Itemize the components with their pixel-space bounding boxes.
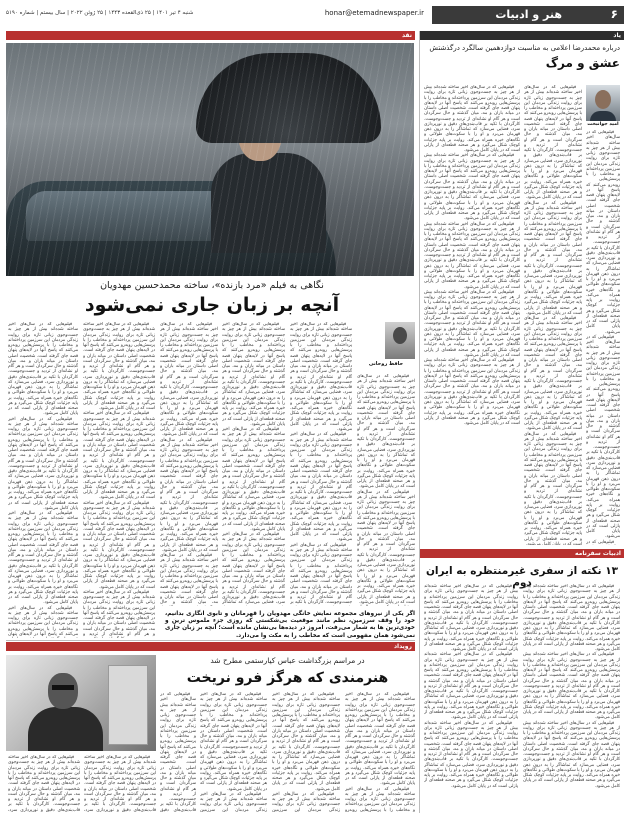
- issue-info: شنبه ۴ تیر ۱۴۰۱ | ۲۵ ذی‌القعده ۱۴۴۳ | ۲۵ ژوئن ۲۰۲۲ | سال بیستم | شماره ۵۱۹۰: [6, 10, 194, 16]
- main-author-head-shape: [393, 327, 407, 344]
- yad-body-column: فیلم‌هایی که در سال‌های اخیر ساخته شده‌اند بیش از هر چیز به جست‌وجوی زبانی تازه برای روایت زندگی مردمان این سرزمین پرداخته‌اند و مخاطب را با پرسش‌هایی روبه‌رو می‌کنند که پاسخ آنها در لایه‌های پنهان قصه جای گرفته است. شخصیت اصلی داستان در میانه باران و مه، میان گذشته و حال سرگردان است و هر گام او نشانه‌ای از تردید و جست‌وجوست. کارگردان با تکیه بر قاب‌بندی‌های دقیق و نورپردازی سرد، فضایی می‌سازد که تماشاگر را به درون ذهن قهرمان می‌برد و او را با سکوت‌های طولانی و نگاه‌های خیره همراه می‌کند. روایت بر پایه جزئیات کوچک شکل می‌گیرد و هر صحنه قطعه‌ای از پازلی است که در پایان کامل می‌شود. فیلم‌هایی که در سال‌های اخیر ساخته شده‌اند بیش از هر چیز به جست‌وجوی زبانی تازه برای روایت زندگی مردمان این سرزمین پرداخته‌اند و مخاطب را با پرسش‌هایی روبه‌رو می‌کنند که پاسخ آنها در لایه‌های پنهان قصه جای گرفته است. شخصیت اصلی داستان در میانه باران و مه، میان گذشته و حال سرگردان است و هر گام او نشانه‌ای از تردید و جست‌وجوست. کارگردان با تکیه بر قاب‌بندی‌های دقیق و نورپردازی سرد، فضایی می‌سازد که تماشاگر را به درون ذهن قهرمان می‌برد و او را با سکوت‌های طولانی و نگاه‌های خیره همراه می‌کند. روایت بر پایه جزئیات کوچک شکل می‌گیرد و هر صحنه قطعه‌ای از پازلی است که در پایان کامل می‌شود. فیلم‌هایی که در سال‌های اخیر ساخته شده‌اند بیش از هر چیز به جست‌وجوی زبانی تازه برای روایت زندگی مردمان این سرزمین پرداخته‌اند و مخاطب را با پرسش‌هایی روبه‌رو می‌کنند که پاسخ آنها در لایه‌های پنهان قصه جای گرفته است. شخصیت اصلی داستان در میانه باران و مه، میان گذشته و حال سرگردان است و هر گام او نشانه‌ای از تردید و جست‌وجوست. کارگردان با تکیه بر قاب‌بندی‌های دقیق و نورپردازی سرد، فضایی می‌سازد که تماشاگر را به درون ذهن قهرمان می‌برد و او را با سکوت‌های طولانی و نگاه‌های خیره همراه می‌کند. روایت بر پایه جزئیات کوچک شکل می‌گیرد و هر صحنه قطعه‌ای از پازلی است که در پایان کامل می‌شود. فیلم‌هایی که در سال‌های اخیر ساخته شده‌اند بیش از هر چیز به جست‌وجوی زبانی تازه برای روایت زندگی مردمان این سرزمین پرداخته‌اند و مخاطب را با پرسش‌هایی روبه‌رو می‌کنند که پاسخ آنها در لایه‌های پنهان قصه جای گرفته است. شخصیت اصلی داستان در میانه باران و مه، میان گذشته و حال سرگردان است و هر گام او نشانه‌ای از تردید و جست‌وجوست. کارگردان با تکیه بر قاب‌بندی‌های دقیق و نورپردازی سرد، فضایی می‌سازد که تماشاگر را به درون ذهن قهرمان می‌برد و او را با سکوت‌های طولانی و نگاه‌های خیره همراه می‌کند. روایت بر پایه جزئیات کوچک شکل می‌گیرد و هر صحنه قطعه‌ای از پازلی است که در پایان کامل می‌شود.: [524, 85, 582, 545]
- rubric-naqd: [6, 31, 415, 40]
- film-still-photo: [6, 43, 414, 276]
- rubric-safar-label: ادبیات سفرنامه: [574, 550, 621, 557]
- figure-head-shape: [48, 673, 78, 709]
- yad-author-shoulders-shape: [590, 111, 616, 121]
- yad-author-photo: [586, 85, 620, 121]
- rubric-yad: [420, 31, 624, 40]
- rain-overlay: [6, 43, 414, 276]
- main-article-headline: آنچه بر زبان جاری نمی‌شود: [84, 294, 340, 316]
- site-url[interactable]: honar@etemadnewspaper.ir: [324, 9, 424, 17]
- page-number: ۶: [610, 7, 618, 21]
- travel-body-column: فیلم‌هایی که در سال‌های اخیر ساخته شده‌اند بیش از هر چیز به جست‌وجوی زبانی تازه برای روایت زندگی مردمان این سرزمین پرداخته‌اند و مخاطب را با پرسش‌هایی روبه‌رو می‌کنند که پاسخ آنها در لایه‌های پنهان قصه جای گرفته است. شخصیت اصلی داستان در میانه باران و مه، میان گذشته و حال سرگردان است و هر گام او نشانه‌ای از تردید و جست‌وجوست. کارگردان با تکیه بر قاب‌بندی‌های دقیق و نورپردازی سرد، فضایی می‌سازد که تماشاگر را به درون ذهن قهرمان می‌برد و او را با سکوت‌های طولانی و نگاه‌های خیره همراه می‌کند. روایت بر پایه جزئیات کوچک شکل می‌گیرد و هر صحنه قطعه‌ای از پازلی است که در پایان کامل می‌شود. فیلم‌هایی که در سال‌های اخیر ساخته شده‌اند بیش از هر چیز به جست‌وجوی زبانی تازه برای روایت زندگی مردمان این سرزمین پرداخته‌اند و مخاطب را با پرسش‌هایی روبه‌رو می‌کنند که پاسخ آنها در لایه‌های پنهان قصه جای گرفته است. شخصیت اصلی داستان در میانه باران و مه، میان گذشته و حال سرگردان است و هر گام او نشانه‌ای از تردید و جست‌وجوست. کارگردان با تکیه بر قاب‌بندی‌های دقیق و نورپردازی سرد، فضایی می‌سازد که تماشاگر را به درون ذهن قهرمان می‌برد و او را با سکوت‌های طولانی و نگاه‌های خیره همراه می‌کند. روایت بر پایه جزئیات کوچک شکل می‌گیرد و هر صحنه قطعه‌ای از پازلی است که در پایان کامل می‌شود. فیلم‌هایی که در سال‌های اخیر ساخته شده‌اند بیش از هر چیز به جست‌وجوی زبانی تازه برای روایت زندگی مردمان این سرزمین پرداخته‌اند و مخاطب را با پرسش‌هایی روبه‌رو می‌کنند که پاسخ آنها در لایه‌های پنهان قصه جای گرفته است. شخصیت اصلی داستان در میانه باران و مه، میان گذشته و حال سرگردان است و هر گام او نشانه‌ای از تردید و جست‌وجوست. کارگردان با تکیه بر قاب‌بندی‌های دقیق و نورپردازی سرد، فضایی می‌سازد که تماشاگر را به درون ذهن قهرمان می‌برد و او را با سکوت‌های طولانی و نگاه‌های خیره همراه می‌کند. روایت بر پایه جزئیات کوچک شکل می‌گیرد و هر صحنه قطعه‌ای از پازلی است که در پایان کامل می‌شود.: [523, 584, 620, 789]
- travel-article-headline: ۱۳ نکته از سفری غیرمنتظره به ایران دوم: [425, 565, 619, 589]
- travel-body-column: فیلم‌هایی که در سال‌های اخیر ساخته شده‌اند بیش از هر چیز به جست‌وجوی زبانی تازه برای روایت زندگی مردمان این سرزمین پرداخته‌اند و مخاطب را با پرسش‌هایی روبه‌رو می‌کنند که پاسخ آنها در لایه‌های پنهان قصه جای گرفته است. شخصیت اصلی داستان در میانه باران و مه، میان گذشته و حال سرگردان است و هر گام او نشانه‌ای از تردید و جست‌وجوست. کارگردان با تکیه بر قاب‌بندی‌های دقیق و نورپردازی سرد، فضایی می‌سازد که تماشاگر را به درون ذهن قهرمان می‌برد و او را با سکوت‌های طولانی و نگاه‌های خیره همراه می‌کند. روایت بر پایه جزئیات کوچک شکل می‌گیرد و هر صحنه قطعه‌ای از پازلی است که در پایان کامل می‌شود. فیلم‌هایی که در سال‌های اخیر ساخته شده‌اند بیش از هر چیز به جست‌وجوی زبانی تازه برای روایت زندگی مردمان این سرزمین پرداخته‌اند و مخاطب را با پرسش‌هایی روبه‌رو می‌کنند که پاسخ آنها در لایه‌های پنهان قصه جای گرفته است. شخصیت اصلی داستان در میانه باران و مه، میان گذشته و حال سرگردان است و هر گام او نشانه‌ای از تردید و جست‌وجوست. کارگردان با تکیه بر قاب‌بندی‌های دقیق و نورپردازی سرد، فضایی می‌سازد که تماشاگر را به درون ذهن قهرمان می‌برد و او را با سکوت‌های طولانی و نگاه‌های خیره همراه می‌کند. روایت بر پایه جزئیات کوچک شکل می‌گیرد و هر صحنه قطعه‌ای از پازلی است که در پایان کامل می‌شود. فیلم‌هایی که در سال‌های اخیر ساخته شده‌اند بیش از هر چیز به جست‌وجوی زبانی تازه برای روایت زندگی مردمان این سرزمین پرداخته‌اند و مخاطب را با پرسش‌هایی روبه‌رو می‌کنند که پاسخ آنها در لایه‌های پنهان قصه جای گرفته است. شخصیت اصلی داستان در میانه باران و مه، میان گذشته و حال سرگردان است و هر گام او نشانه‌ای از تردید و جست‌وجوست. کارگردان با تکیه بر قاب‌بندی‌های دقیق و نورپردازی سرد، فضایی می‌سازد که تماشاگر را به درون ذهن قهرمان می‌برد و او را با سکوت‌های طولانی و نگاه‌های خیره همراه می‌کند. روایت بر پایه جزئیات کوچک شکل می‌گیرد و هر صحنه قطعه‌ای از پازلی است که در پایان کامل می‌شود.: [424, 584, 518, 789]
- section-header: [432, 6, 624, 24]
- yad-article-headline: عشق و مرگ: [545, 56, 620, 70]
- yad-author-head-shape: [595, 90, 611, 109]
- bottom-article-kicker: در مراسم بزرگداشت عباس کیارستمی مطرح شد: [210, 656, 365, 665]
- yad-article-kicker: درباره محمدرضا اعلامی به مناسبت دوازدهمین سالگرد درگذشتش: [429, 44, 620, 52]
- masthead: [6, 6, 624, 24]
- main-body-column: فیلم‌هایی که در سال‌های اخیر ساخته شده‌اند بیش از هر چیز به جست‌وجوی زبانی تازه برای روایت زندگی مردمان این سرزمین پرداخته‌اند و مخاطب را با پرسش‌هایی روبه‌رو می‌کنند که پاسخ آنها در لایه‌های پنهان قصه جای گرفته است. شخصیت اصلی داستان در میانه باران و مه، میان گذشته و حال سرگردان است و هر گام او نشانه‌ای از تردید و جست‌وجوست. کارگردان با تکیه بر قاب‌بندی‌های دقیق و نورپردازی سرد، فضایی می‌سازد که تماشاگر را به درون ذهن قهرمان می‌برد و او را با سکوت‌های طولانی و نگاه‌های خیره همراه می‌کند. روایت بر پایه جزئیات کوچک شکل می‌گیرد و هر صحنه قطعه‌ای از پازلی است که در پایان کامل می‌شود. فیلم‌هایی که در سال‌های اخیر ساخته شده‌اند بیش از هر چیز به جست‌وجوی زبانی تازه برای روایت زندگی مردمان این سرزمین پرداخته‌اند و مخاطب را با پرسش‌هایی روبه‌رو می‌کنند که پاسخ آنها در لایه‌های پنهان قصه جای گرفته است. شخصیت اصلی داستان در میانه باران و مه، میان گذشته و حال سرگردان است و هر گام او نشانه‌ای از تردید و جست‌وجوست. کارگردان با تکیه بر قاب‌بندی‌های دقیق و نورپردازی سرد، فضایی می‌سازد که تماشاگر را به درون ذهن قهرمان می‌برد و او را با سکوت‌های طولانی و نگاه‌های خیره همراه می‌کند. روایت بر پایه جزئیات کوچک شکل می‌گیرد و هر صحنه قطعه‌ای از پازلی است که در پایان کامل می‌شود. فیلم‌هایی که در سال‌های اخیر ساخته شده‌اند بیش از هر چیز به جست‌وجوی زبانی تازه برای روایت زندگی مردمان این سرزمین پرداخته‌اند و مخاطب را با پرسش‌هایی روبه‌رو می‌کنند که پاسخ آنها در لایه‌های پنهان قصه جای گرفته است. شخصیت اصلی داستان در میانه باران و مه، میان گذشته و حال: [160, 322, 218, 606]
- rubric-rooydad: [6, 642, 415, 651]
- main-pull-quote: اگر یکی از نیروهای مجموعه نمایش خانگی مهدویان را قهرمانان و تابوی انگاری بدانیم، خود را وقف سرزمین، نظم مانند موقعیت بی‌شکستی که روزی جزء ملموس ترین و خودی‌ترین ها به شمار می‌رفت، امروز در دیده‌ها بی‌نشان مانده است؛ آنچه بر زبان جاری نمی‌شود همان مفهومی است که مخاطب را به مکث وا می‌دارد.: [165, 611, 415, 639]
- yad-body-column: فیلم‌هایی که در سال‌های اخیر ساخته شده‌اند بیش از هر چیز به جست‌وجوی زبانی تازه برای روایت زندگی مردمان این سرزمین پرداخته‌اند و مخاطب را با پرسش‌هایی روبه‌رو می‌کنند که پاسخ آنها در لایه‌های پنهان قصه جای گرفته است. شخصیت اصلی داستان در میانه باران و مه، میان گذشته و حال سرگردان است و هر گام او نشانه‌ای از تردید و جست‌وجوست. کارگردان با تکیه بر قاب‌بندی‌های دقیق و نورپردازی سرد، فضایی می‌سازد که تماشاگر را به درون ذهن قهرمان می‌برد و او را با سکوت‌های طولانی و نگاه‌های خیره همراه می‌کند. روایت بر پایه جزئیات کوچک شکل می‌گیرد و هر صحنه قطعه‌ای از پازلی است که در پایان کامل می‌شود. فیلم‌هایی که در سال‌های اخیر ساخته شده‌اند بیش از هر چیز به جست‌وجوی زبانی تازه برای روایت زندگی مردمان این سرزمین پرداخته‌اند و مخاطب را با پرسش‌هایی روبه‌رو می‌کنند که پاسخ آنها در لایه‌های پنهان قصه جای گرفته است. شخصیت اصلی داستان در میانه باران و مه، میان گذشته و حال سرگردان است و هر گام او نشانه‌ای از تردید و جست‌وجوست. کارگردان با تکیه بر قاب‌بندی‌های دقیق و نورپردازی سرد، فضایی می‌سازد که تماشاگر را به درون ذهن قهرمان می‌برد و او را با سکوت‌های طولانی و نگاه‌های خیره همراه می‌کند. روایت بر پایه جزئیات کوچک شکل می‌گیرد و هر صحنه قطعه‌ای از پازلی است که در پایان کامل می‌شود. فیلم‌هایی که در سال‌های اخیر ساخته شده‌اند بیش از هر چیز به جست‌وجوی زبانی تازه برای روایت زندگی مردمان این سرزمین پرداخته‌اند و مخاطب را با پرسش‌هایی روبه‌رو می‌کنند که پاسخ آنها در لایه‌های پنهان قصه جای گرفته است. شخصیت اصلی داستان در میانه باران و مه، میان گذشته و حال سرگردان است و هر گام او نشانه‌ای از تردید و جست‌وجوست. کارگردان با تکیه بر قاب‌بندی‌های دقیق و نورپردازی سرد، فضایی می‌سازد که تماشاگر را به درون ذهن قهرمان می‌برد و او را با سکوت‌های طولانی و نگاه‌های خیره همراه می‌کند. روایت بر پایه جزئیات کوچک شکل می‌گیرد و هر صحنه قطعه‌ای از پازلی است که در پایان کامل می‌شود. فیلم‌هایی که در سال‌های اخیر ساخته شده‌اند بیش از هر چیز به جست‌وجوی زبانی تازه برای روایت زندگی مردمان این سرزمین پرداخته‌اند و مخاطب را با پرسش‌هایی روبه‌رو می‌کنند که پاسخ آنها در لایه‌های پنهان قصه جای گرفته است. شخصیت اصلی داستان در میانه باران و مه، میان گذشته و حال سرگردان است و هر گام او نشانه‌ای از تردید و جست‌وجوست. کارگردان با تکیه بر قاب‌بندی‌های دقیق و نورپردازی سرد، فضایی می‌سازد که تماشاگر را به درون ذهن قهرمان می‌برد و او را با سکوت‌های طولانی و نگاه‌های خیره همراه می‌کند. روایت بر پایه جزئیات کوچک شکل می‌گیرد و هر صحنه قطعه‌ای از پازلی است که در پایان کامل می‌شود. فیلم‌هایی که در سال‌های اخیر ساخته شده‌اند بیش از هر چیز به جست‌وجوی زبانی تازه برای روایت زندگی مردمان این سرزمین پرداخته‌اند و مخاطب را با پرسش‌هایی روبه‌رو می‌کنند که پاسخ آنها در لایه‌های پنهان قصه جای گرفته است. شخصیت اصلی داستان در میانه باران و مه، میان گذشته و حال سرگردان است و هر گام او نشانه‌ای از تردید و جست‌وجوست. کارگردان با تکیه بر قاب‌بندی‌های دقیق و نورپردازی سرد، فضایی می‌سازد که تماشاگر را به درون ذهن قهرمان می‌برد و او را با سکوت‌های طولانی و نگاه‌های خیره همراه می‌کند. روایت بر پایه جزئیات کوچک شکل می‌گیرد و هر صحنه قطعه‌ای از پازلی است که در پایان کامل می‌شود.: [424, 85, 520, 426]
- main-author-box: [357, 322, 415, 372]
- section-divider: [6, 640, 415, 641]
- bottom-article-headline: هنرمندی که هرگز فرو نریخت: [186, 670, 389, 686]
- yad-body-column: فیلم‌هایی که در سال‌های اخیر ساخته شده‌اند بیش از هر چیز به جست‌وجوی زبانی تازه برای روایت زندگی مردمان این سرزمین پرداخته‌اند و مخاطب را با پرسش‌هایی روبه‌رو می‌کنند که پاسخ آنها در لایه‌های پنهان قصه جای گرفته است. شخصیت اصلی داستان در میانه باران و مه، میان گذشته و حال سرگردان است و هر گام او نشانه‌ای از تردید و جست‌وجوست. کارگردان با تکیه بر قاب‌بندی‌های دقیق و نورپردازی سرد، فضایی می‌سازد که تماشاگر را به درون ذهن قهرمان می‌برد و او را با سکوت‌های طولانی و نگاه‌های خیره همراه می‌کند. روایت بر پایه جزئیات کوچک شکل می‌گیرد و هر صحنه قطعه‌ای از پازلی است که در پایان کامل می‌شود. فیلم‌هایی که در سال‌های اخیر ساخته شده‌اند بیش از هر چیز به جست‌وجوی زبانی تازه برای روایت زندگی مردمان این سرزمین پرداخته‌اند و مخاطب را با پرسش‌هایی روبه‌رو می‌کنند که پاسخ آنها در لایه‌های پنهان قصه جای گرفته است. شخصیت اصلی داستان در میانه باران و مه، میان گذشته و حال سرگردان است و هر گام او نشانه‌ای از تردید و جست‌وجوست. کارگردان با تکیه بر قاب‌بندی‌های دقیق و نورپردازی سرد، فضایی می‌سازد که تماشاگر را به درون ذهن قهرمان می‌برد و او را با سکوت‌های طولانی و نگاه‌های خیره همراه می‌کند. روایت بر پایه جزئیات کوچک شکل می‌گیرد و هر صحنه قطعه‌ای از پازلی است که در پایان کامل می‌شود. فیلم‌هایی که در: [586, 130, 620, 545]
- figure-body-shape: [28, 707, 103, 751]
- main-author-name: حافظ روحانی: [368, 361, 404, 367]
- bottom-body-column: فیلم‌هایی که در سال‌های اخیر ساخته شده‌اند بیش از هر چیز به جست‌وجوی زبانی تازه برای روایت زندگی مردمان این سرزمین پرداخته‌اند و مخاطب را با پرسش‌هایی روبه‌رو می‌کنند که پاسخ آنها در لایه‌های پنهان قصه جای گرفته است. شخصیت اصلی داستان در میانه باران و مه، میان گذشته و حال سرگردان است و هر گام او نشانه‌ای از تردید و جست‌وجوست. کارگردان با تکیه بر قاب‌بندی‌های دقیق و نورپردازی سرد، فضایی می‌سازد که تماشاگر را به درون ذهن قهرمان می‌برد و او را با سکوت‌های طولانی و نگاه‌های خیره همراه می‌کند. روایت بر پایه جزئیات کوچک شکل می‌گیرد و هر صحنه قطعه‌ای از پازلی است که در پایان کامل می‌شود. فیلم‌هایی که در سال‌های اخیر ساخته شده‌اند بیش از هر چیز به جست‌وجوی زبانی تازه برای روایت زندگی مردمان این سرزمین: [272, 692, 340, 812]
- rubric-yad-label: یاد: [613, 32, 621, 39]
- bottom-body-column: فیلم‌هایی که در سال‌های اخیر ساخته شده‌اند بیش از هر چیز به جست‌وجوی زبانی تازه برای روایت زندگی مردمان این سرزمین پرداخته‌اند و مخاطب را با پرسش‌هایی روبه‌رو می‌کنند که پاسخ آنها در لایه‌های پنهان قصه جای گرفته است. شخصیت اصلی داستان در میانه باران و مه، میان گذشته و حال سرگردان است و هر گام او نشانه‌ای از تردید و جست‌وجوست. کارگردان با تکیه بر قاب‌بندی‌های دقیق و نورپردازی سرد،: [8, 755, 80, 812]
- bottom-body-column: فیلم‌هایی که در سال‌های اخیر ساخته شده‌اند بیش از هر چیز به جست‌وجوی زبانی تازه برای روایت زندگی مردمان این سرزمین پرداخته‌اند و مخاطب را با پرسش‌هایی روبه‌رو می‌کنند که پاسخ آنها در لایه‌های پنهان قصه جای گرفته است. شخصیت اصلی داستان در میانه باران و مه، میان گذشته و حال سرگردان است و هر گام او نشانه‌ای از تردید و جست‌وجوست. کارگردان با تکیه بر قاب‌بندی‌های دقیق و نورپردازی سرد، فضایی می‌سازد که تماشاگر را به درون ذهن قهرمان می‌برد و او را با سکوت‌های طولانی و نگاه‌های خیره همراه می‌کند. روایت بر پایه جزئیات کوچک شکل می‌گیرد و هر صحنه قطعه‌ای از پازلی است که در پایان کامل می‌شود. فیلم‌هایی که در سال‌های اخیر ساخته شده‌اند بیش از هر چیز به جست‌وجوی زبانی تازه برای روایت زندگی مردمان این سرزمین: [200, 692, 267, 812]
- yad-author-name: امید جوانبخت: [587, 122, 619, 127]
- rubric-naqd-label: نقد: [401, 32, 412, 39]
- rubric-rooydad-label: رویداد: [393, 643, 412, 650]
- bottom-body-column: فیلم‌هایی که در سال‌های اخیر ساخته شده‌اند بیش از هر چیز به جست‌وجوی زبانی تازه برای روایت زندگی مردمان این سرزمین پرداخته‌اند و مخاطب را با پرسش‌هایی روبه‌رو می‌کنند که پاسخ آنها در لایه‌های پنهان قصه جای گرفته است. شخصیت اصلی داستان در میانه باران و مه، میان گذشته و حال سرگردان است و هر گام او نشانه‌ای از تردید و جست‌وجوست. کارگردان با تکیه بر قاب‌بندی‌های دقیق: [160, 692, 196, 812]
- section-title: هنر و ادبیات: [495, 8, 562, 21]
- main-body-column: فیلم‌هایی که در سال‌های اخیر ساخته شده‌اند بیش از هر چیز به جست‌وجوی زبانی تازه برای روایت زندگی مردمان این سرزمین پرداخته‌اند و مخاطب را با پرسش‌هایی روبه‌رو می‌کنند که پاسخ آنها در لایه‌های پنهان قصه جای گرفته است. شخصیت اصلی داستان در میانه باران و مه، میان گذشته و حال سرگردان است و هر گام او نشانه‌ای از تردید و جست‌وجوست. کارگردان با تکیه بر قاب‌بندی‌های دقیق و نورپردازی سرد، فضایی می‌سازد که تماشاگر را به درون ذهن قهرمان می‌برد و او را با سکوت‌های طولانی و نگاه‌های خیره همراه می‌کند. روایت بر پایه جزئیات کوچک شکل می‌گیرد و هر صحنه قطعه‌ای از پازلی است که در پایان کامل می‌شود. فیلم‌هایی که در سال‌های اخیر ساخته شده‌اند بیش از هر چیز به جست‌وجوی زبانی تازه برای روایت زندگی مردمان این سرزمین پرداخته‌اند و مخاطب را با پرسش‌هایی روبه‌رو می‌کنند که پاسخ آنها در لایه‌های پنهان قصه جای گرفته است. شخصیت اصلی داستان در میانه باران و مه، میان گذشته و حال سرگردان است و هر گام او نشانه‌ای از تردید و جست‌وجوست. کارگردان با تکیه بر قاب‌بندی‌های دقیق و نورپردازی سرد، فضایی می‌سازد که تماشاگر را به درون ذهن قهرمان می‌برد و او را با سکوت‌های طولانی و نگاه‌های خیره همراه می‌کند. روایت بر پایه جزئیات کوچک شکل می‌گیرد و هر صحنه قطعه‌ای از پازلی است که در پایان کامل می‌شود. فیلم‌هایی که در سال‌های اخیر ساخته شده‌اند بیش از هر چیز به جست‌وجوی زبانی تازه برای روایت زندگی مردمان این سرزمین پرداخته‌اند و مخاطب را با پرسش‌هایی روبه‌رو می‌کنند که پاسخ آنها در لایه‌های پنهان قصه جای گرفته است. شخصیت اصلی داستان در میانه باران و مه، میان گذشته و حال سرگردان است و هر گام او نشانه‌ای از تردید و جست‌وجوست. کارگردان با تکیه بر: [290, 322, 352, 606]
- main-body-column: فیلم‌هایی که در سال‌های اخیر ساخته شده‌اند بیش از هر چیز به جست‌وجوی زبانی تازه برای روایت زندگی مردمان این سرزمین پرداخته‌اند و مخاطب را با پرسش‌هایی روبه‌رو می‌کنند که پاسخ آنها در لایه‌های پنهان قصه جای گرفته است. شخصیت اصلی داستان در میانه باران و مه، میان گذشته و حال سرگردان است و هر گام او نشانه‌ای از تردید و جست‌وجوست. کارگردان با تکیه بر قاب‌بندی‌های دقیق و نورپردازی سرد، فضایی می‌سازد که تماشاگر را به درون ذهن قهرمان می‌برد و او را با سکوت‌های طولانی و نگاه‌های خیره همراه می‌کند. روایت بر پایه جزئیات کوچک شکل می‌گیرد و هر صحنه قطعه‌ای از پازلی است که در پایان کامل می‌شود. فیلم‌هایی که در سال‌های اخیر ساخته شده‌اند بیش از هر چیز به جست‌وجوی زبانی تازه برای روایت زندگی مردمان این سرزمین پرداخته‌اند و مخاطب را با پرسش‌هایی روبه‌رو می‌کنند که پاسخ آنها در لایه‌های پنهان قصه جای گرفته است. شخصیت اصلی داستان در میانه باران و مه، میان گذشته و حال سرگردان است و هر گام او نشانه‌ای از تردید و جست‌وجوست. کارگردان با تکیه بر قاب‌بندی‌های دقیق و نورپردازی سرد، فضایی می‌سازد که تماشاگر را به درون ذهن قهرمان می‌برد و او را با سکوت‌های طولانی و نگاه‌های خیره همراه می‌کند. روایت بر پایه جزئیات کوچک شکل می‌گیرد و هر صحنه قطعه‌ای از پازلی است که در پایان کامل می‌شود. فیلم‌هایی که در سال‌های اخیر ساخته شده‌اند بیش از هر چیز به جست‌وجوی زبانی تازه برای روایت زندگی مردمان این سرزمین پرداخته‌اند و مخاطب را با پرسش‌هایی روبه‌رو می‌کنند که پاسخ آنها در لایه‌های پنهان قصه جای گرفته است. شخصیت اصلی داستان در میانه باران و مه، میان گذشته و حال سرگردان است و هر گام او نشانه‌ای از تردید و جست‌وجوست. کارگردان با تکیه بر قاب‌بندی‌های دقیق و نورپردازی سرد، فضایی می‌سازد که تماشاگر: [222, 322, 285, 606]
- main-body-column: فیلم‌هایی که در سال‌های اخیر ساخته شده‌اند بیش از هر چیز به جست‌وجوی زبانی تازه برای روایت زندگی مردمان این سرزمین پرداخته‌اند و مخاطب را با پرسش‌هایی روبه‌رو می‌کنند که پاسخ آنها در لایه‌های پنهان قصه جای گرفته است. شخصیت اصلی داستان در میانه باران و مه، میان گذشته و حال سرگردان است و هر گام او نشانه‌ای از تردید و جست‌وجوست. کارگردان با تکیه بر قاب‌بندی‌های دقیق و نورپردازی سرد، فضایی می‌سازد که تماشاگر را به درون ذهن قهرمان می‌برد و او را با سکوت‌های طولانی و نگاه‌های خیره همراه می‌کند. روایت بر پایه جزئیات کوچک شکل می‌گیرد و هر صحنه قطعه‌ای از پازلی است که در پایان کامل می‌شود. فیلم‌هایی که در سال‌های اخیر ساخته شده‌اند بیش از هر چیز به جست‌وجوی زبانی تازه برای روایت زندگی مردمان این سرزمین پرداخته‌اند و مخاطب را با پرسش‌هایی روبه‌رو می‌کنند که پاسخ آنها در لایه‌های پنهان قصه جای گرفته است. شخصیت اصلی داستان در میانه باران و مه، میان گذشته و حال سرگردان است و هر گام او نشانه‌ای از تردید و جست‌وجوست. کارگردان با تکیه بر قاب‌بندی‌های دقیق و نورپردازی سرد، فضایی می‌سازد که تماشاگر را به درون ذهن قهرمان می‌برد و او را با سکوت‌های طولانی و نگاه‌های خیره همراه می‌کند. روایت بر پایه جزئیات کوچک شکل می‌گیرد و هر صحنه قطعه‌ای از پازلی است که در پایان کامل می‌شود.: [357, 374, 415, 605]
- kiarostami-photo: [6, 655, 156, 751]
- bottom-body-column: فیلم‌هایی که در سال‌های اخیر ساخته شده‌اند بیش از هر چیز به جست‌وجوی زبانی تازه برای روایت زندگی مردمان این سرزمین پرداخته‌اند و مخاطب را با پرسش‌هایی روبه‌رو می‌کنند که پاسخ آنها در لایه‌های پنهان قصه جای گرفته است. شخصیت اصلی داستان در میانه باران و مه، میان گذشته و حال سرگردان است و هر گام او نشانه‌ای از تردید و جست‌وجوست. کارگردان با تکیه بر قاب‌بندی‌های دقیق و نورپردازی سرد،: [84, 755, 156, 812]
- main-body-column: فیلم‌هایی که در سال‌های اخیر ساخته شده‌اند بیش از هر چیز به جست‌وجوی زبانی تازه برای روایت زندگی مردمان این سرزمین پرداخته‌اند و مخاطب را با پرسش‌هایی روبه‌رو می‌کنند که پاسخ آنها در لایه‌های پنهان قصه جای گرفته است. شخصیت اصلی داستان در میانه باران و مه، میان گذشته و حال سرگردان است و هر گام او نشانه‌ای از تردید و جست‌وجوست. کارگردان با تکیه بر قاب‌بندی‌های دقیق و نورپردازی سرد، فضایی می‌سازد که تماشاگر را به درون ذهن قهرمان می‌برد و او را با سکوت‌های طولانی و نگاه‌های خیره همراه می‌کند. روایت بر پایه جزئیات کوچک شکل می‌گیرد و هر صحنه قطعه‌ای از پازلی است که در پایان کامل می‌شود. فیلم‌هایی که در سال‌های اخیر ساخته شده‌اند بیش از هر چیز به جست‌وجوی زبانی تازه برای روایت زندگی مردمان این سرزمین پرداخته‌اند و مخاطب را با پرسش‌هایی روبه‌رو می‌کنند که پاسخ آنها در لایه‌های پنهان قصه جای گرفته است. شخصیت اصلی داستان در میانه باران و مه، میان گذشته و حال سرگردان است و هر گام او نشانه‌ای از تردید و جست‌وجوست. کارگردان با تکیه بر قاب‌بندی‌های دقیق و نورپردازی سرد، فضایی می‌سازد که تماشاگر را به درون ذهن قهرمان می‌برد و او را با سکوت‌های طولانی و نگاه‌های خیره همراه می‌کند. روایت بر پایه جزئیات کوچک شکل می‌گیرد و هر صحنه قطعه‌ای از پازلی است که در پایان کامل می‌شود. فیلم‌هایی که در سال‌های اخیر ساخته شده‌اند بیش از هر چیز به جست‌وجوی زبانی تازه برای روایت زندگی مردمان این سرزمین پرداخته‌اند و مخاطب را با پرسش‌هایی روبه‌رو می‌کنند که پاسخ آنها در لایه‌های پنهان قصه جای گرفته است. شخصیت اصلی داستان در میانه باران و مه، میان گذشته و حال سرگردان است و هر گام او نشانه‌ای از تردید و جست‌وجوست. کارگردان با تکیه بر قاب‌بندی‌های دقیق و نورپردازی سرد، فضایی می‌سازد که تماشاگر را به درون ذهن قهرمان می‌برد و او را با سکوت‌های طولانی و نگاه‌های خیره همراه می‌کند. روایت بر پایه جزئیات کوچک شکل می‌گیرد و هر صحنه قطعه‌ای از پازلی است که در پایان کامل می‌شود. فیلم‌هایی که در سال‌های اخیر ساخته شده‌اند بیش از هر چیز به جست‌وجوی زبانی تازه برای روایت زندگی مردمان این سرزمین پرداخته‌اند و مخاطب را با پرسش‌هایی روبه‌رو می‌کنند که پاسخ آنها در لایه‌های پنهان: [8, 322, 78, 637]
- rubric-safar: [420, 549, 624, 558]
- sunglasses-shape: [52, 685, 74, 690]
- column-divider: [419, 31, 420, 813]
- background-panel-shape: [108, 665, 148, 745]
- main-article-kicker: نگاهی به فیلم «مرد بازنده»، ساخته محمدحسین مهدویان: [100, 280, 324, 291]
- bottom-body-column: فیلم‌هایی که در سال‌های اخیر ساخته شده‌اند بیش از هر چیز به جست‌وجوی زبانی تازه برای روایت زندگی مردمان این سرزمین پرداخته‌اند و مخاطب را با پرسش‌هایی روبه‌رو می‌کنند که پاسخ آنها در لایه‌های پنهان قصه جای گرفته است. شخصیت اصلی داستان در میانه باران و مه، میان گذشته و حال سرگردان است و هر گام او نشانه‌ای از تردید و جست‌وجوست. کارگردان با تکیه بر قاب‌بندی‌های دقیق و نورپردازی سرد، فضایی می‌سازد که تماشاگر را به درون ذهن قهرمان می‌برد و او را با سکوت‌های طولانی و نگاه‌های خیره همراه می‌کند. روایت بر پایه جزئیات کوچک شکل می‌گیرد و هر صحنه قطعه‌ای از پازلی است که در پایان کامل می‌شود. فیلم‌هایی که در سال‌های اخیر ساخته شده‌اند بیش از هر چیز به جست‌وجوی زبانی تازه برای روایت زندگی مردمان این سرزمین پرداخته‌اند و مخاطب را با پرسش‌هایی روبه‌رو: [345, 692, 415, 812]
- main-body-column: فیلم‌هایی که در سال‌های اخیر ساخته شده‌اند بیش از هر چیز به جست‌وجوی زبانی تازه برای روایت زندگی مردمان این سرزمین پرداخته‌اند و مخاطب را با پرسش‌هایی روبه‌رو می‌کنند که پاسخ آنها در لایه‌های پنهان قصه جای گرفته است. شخصیت اصلی داستان در میانه باران و مه، میان گذشته و حال سرگردان است و هر گام او نشانه‌ای از تردید و جست‌وجوست. کارگردان با تکیه بر قاب‌بندی‌های دقیق و نورپردازی سرد، فضایی می‌سازد که تماشاگر را به درون ذهن قهرمان می‌برد و او را با سکوت‌های طولانی و نگاه‌های خیره همراه می‌کند. روایت بر پایه جزئیات کوچک شکل می‌گیرد و هر صحنه قطعه‌ای از پازلی است که در پایان کامل می‌شود. فیلم‌هایی که در سال‌های اخیر ساخته شده‌اند بیش از هر چیز به جست‌وجوی زبانی تازه برای روایت زندگی مردمان این سرزمین پرداخته‌اند و مخاطب را با پرسش‌هایی روبه‌رو می‌کنند که پاسخ آنها در لایه‌های پنهان قصه جای گرفته است. شخصیت اصلی داستان در میانه باران و مه، میان گذشته و حال سرگردان است و هر گام او نشانه‌ای از تردید و جست‌وجوست. کارگردان با تکیه بر قاب‌بندی‌های دقیق و نورپردازی سرد، فضایی می‌سازد که تماشاگر را به درون ذهن قهرمان می‌برد و او را با سکوت‌های طولانی و نگاه‌های خیره همراه می‌کند. روایت بر پایه جزئیات کوچک شکل می‌گیرد و هر صحنه قطعه‌ای از پازلی است که در پایان کامل می‌شود. فیلم‌هایی که در سال‌های اخیر ساخته شده‌اند بیش از هر چیز به جست‌وجوی زبانی تازه برای روایت زندگی مردمان این سرزمین پرداخته‌اند و مخاطب را با پرسش‌هایی روبه‌رو می‌کنند که پاسخ آنها در لایه‌های پنهان قصه جای گرفته است. شخصیت اصلی داستان در میانه باران و مه، میان گذشته و حال سرگردان است و هر گام او نشانه‌ای از تردید و جست‌وجوست. کارگردان با تکیه بر قاب‌بندی‌های دقیق و نورپردازی سرد، فضایی می‌سازد که تماشاگر را به درون ذهن قهرمان می‌برد و او را با سکوت‌های طولانی و نگاه‌های خیره همراه می‌کند. روایت بر پایه جزئیات کوچک شکل می‌گیرد و هر صحنه قطعه‌ای از پازلی است که در پایان کامل می‌شود. فیلم‌هایی که در سال‌های اخیر ساخته شده‌اند بیش از هر چیز به جست‌وجوی زبانی تازه برای روایت زندگی مردمان این سرزمین پرداخته‌اند و مخاطب را با پرسش‌هایی روبه‌رو می‌کنند که پاسخ آنها در لایه‌های پنهان قصه جای گرفته است. شخصیت اصلی داستان در میانه باران و مه، میان گذشته و حال سرگردان است و هر گام او نشانه‌ای از تردید و: [83, 322, 155, 637]
- main-author-photo: [385, 322, 415, 359]
